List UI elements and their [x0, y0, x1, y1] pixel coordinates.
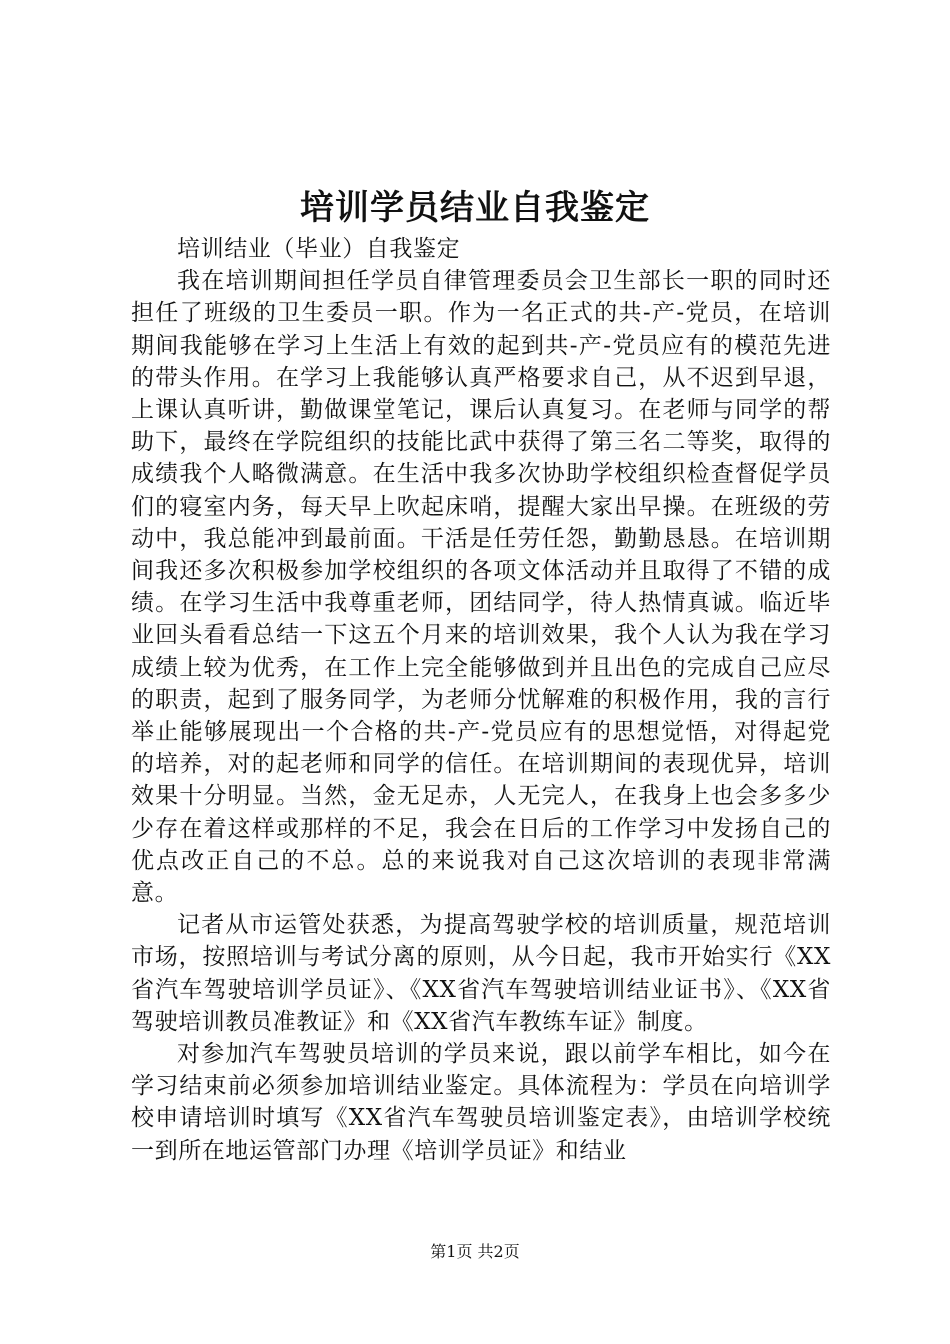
page-number-footer: 第1页 共2页	[430, 1242, 520, 1261]
paragraph-subtitle: 培训结业（毕业）自我鉴定	[177, 236, 461, 262]
paragraph-news-report: 记者从市运管处获悉，为提高驾驶学校的培训质量，规范培训市场，按照培训与考试分离的原则，从今日起，我市开始实行《XX省汽车驾驶培训学员证》、《XX省汽车驾驶培训结业证书》、《XX省驾驶培训教员准教证》和《XX省汽车教练车证》制度。	[131, 912, 831, 1035]
document-body	[131, 233, 831, 1167]
paragraph-self-assessment: 我在培训期间担任学员自律管理委员会卫生部长一职的同时还担任了班级的卫生委员一职。作为一名正式的共-产-党员，在培训期间我能够在学习上生活上有效的起到共-产-党员应有的模范先进的带头作用。在学习上我能够认真严格要求自己，从不迟到早退，上课认真听讲，勤做课堂笔记，课后认真复习。在老师与同学的帮助下，最终在学院组织的技能比武中获得了第三名二等奖，取得的成绩我个人略微满意。在生活中我多次协助学校组织检查督促学员们的寝室内务，每天早上吹起床哨，提醒大家出早操。在班级的劳动中，我总能冲到最前面。干活是任劳任怨，勤勤恳恳。在培训期间我还多次积极参加学校组织的各项文体活动并且取得了不错的成绩。在学习生活中我尊重老师，团结同学，待人热情真诚。临近毕业回头看看总结一下这五个月来的培训效果，我个人认为我在学习成绩上较为优秀，在工作上完全能够做到并且出色的完成自己应尽的职责，起到了服务同学，为老师分忧解难的积极作用，我的言行举止能够展现出一个合格的共-产-党员应有的思想觉悟，对得起党的培养，对的起老师和同学的信任。在培训期间的表现优异，培训效果十分明显。当然，金无足赤，人无完人，在我身上也会多多少少存在着这样或那样的不足，我会在日后的工作学习中发扬自己的优点改正自己的不总。总的来说我对自己这次培训的表现非常满意。	[131, 268, 831, 907]
paragraph-procedure: 对参加汽车驾驶员培训的学员来说，跟以前学车相比，如今在学习结束前必须参加培训结业鉴定。具体流程为：学员在向培训学校申请培训时填写《XX省汽车驾驶员培训鉴定表》，由培训学校统一到所在地运管部门办理《培训学员证》和结业	[131, 1041, 831, 1164]
document-title: 培训学员结业自我鉴定	[300, 188, 650, 228]
